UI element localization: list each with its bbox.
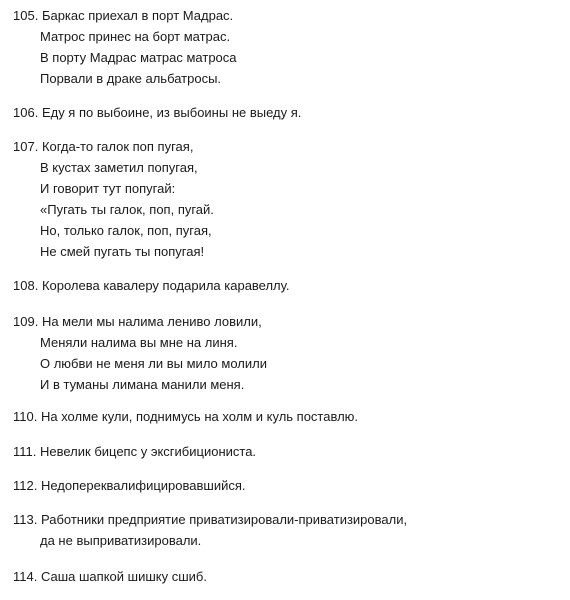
entry-line: О любви не меня ли вы мило молили <box>40 356 267 371</box>
entry-text: На холме кули, поднимусь на холм и куль поставлю. <box>40 409 359 424</box>
entry-line <box>13 102 562 123</box>
entry-112 <box>13 475 562 496</box>
entry-text: Баркас приехал в порт Мадрас. <box>41 8 234 23</box>
entry-line: Но, только галок, поп, пугая, <box>40 223 212 238</box>
entry-text: Работники предприятие приватизировали-приватизировали, <box>40 512 408 527</box>
entry-line: В кустах заметил попугая, <box>40 160 198 175</box>
entry-number: 114. <box>13 569 38 584</box>
entry-text: Еду я по выбоине, из выбоины не выеду я. <box>41 105 302 120</box>
entry-line <box>13 311 562 332</box>
entry-line <box>13 5 562 26</box>
entry-line <box>13 136 562 157</box>
entry-114 <box>13 566 562 587</box>
entry-line: И в туманы лимана манили меня. <box>40 377 245 392</box>
entry-text: Когда-то галок поп пугая, <box>41 139 194 154</box>
entry-number: 110. <box>13 409 38 424</box>
entry-text: На мели мы налима лениво ловили, <box>41 314 262 329</box>
entry-line: Меняли налима вы мне на линя. <box>40 335 238 350</box>
entry-105 <box>13 5 562 89</box>
entry-line: да не выприватизировали. <box>40 533 202 548</box>
entry-number: 112. <box>13 478 38 493</box>
entry-110 <box>13 406 562 427</box>
entry-number: 111. <box>13 444 37 459</box>
entry-line: В порту Мадрас матрас матроса <box>40 50 237 65</box>
entry-text: Недопереквалифицировавшийся. <box>40 478 246 493</box>
entry-text: Королева кавалеру подарила каравеллу. <box>41 278 290 293</box>
entry-number: 108. <box>13 278 39 293</box>
entry-line: Порвали в драке альбатросы. <box>40 71 222 86</box>
entry-line: И говорит тут попугай: <box>40 181 176 196</box>
entry-line <box>13 441 562 462</box>
entry-line: Матрос принес на борт матрас. <box>40 29 231 44</box>
entry-line <box>13 475 562 496</box>
entry-line: Не смей пугать ты попугая! <box>40 244 205 259</box>
entry-106 <box>13 102 562 123</box>
entry-number: 106. <box>13 105 39 120</box>
entry-line <box>13 509 562 530</box>
entry-line <box>13 275 562 296</box>
entry-113 <box>13 509 562 551</box>
entry-111 <box>13 441 562 462</box>
entry-108 <box>13 275 562 296</box>
entry-107 <box>13 136 562 262</box>
entry-number: 113. <box>13 512 38 527</box>
entry-line <box>13 406 562 427</box>
entry-text: Саша шапкой шишку сшиб. <box>40 569 207 584</box>
entry-line: «Пугать ты галок, поп, пугай. <box>40 202 214 217</box>
entry-109 <box>13 311 562 395</box>
entry-number: 109. <box>13 314 39 329</box>
entry-line <box>13 566 562 587</box>
entry-number: 105. <box>13 8 39 23</box>
entry-number: 107. <box>13 139 39 154</box>
entry-text: Невелик бицепс у эксгибициониста. <box>40 444 257 459</box>
